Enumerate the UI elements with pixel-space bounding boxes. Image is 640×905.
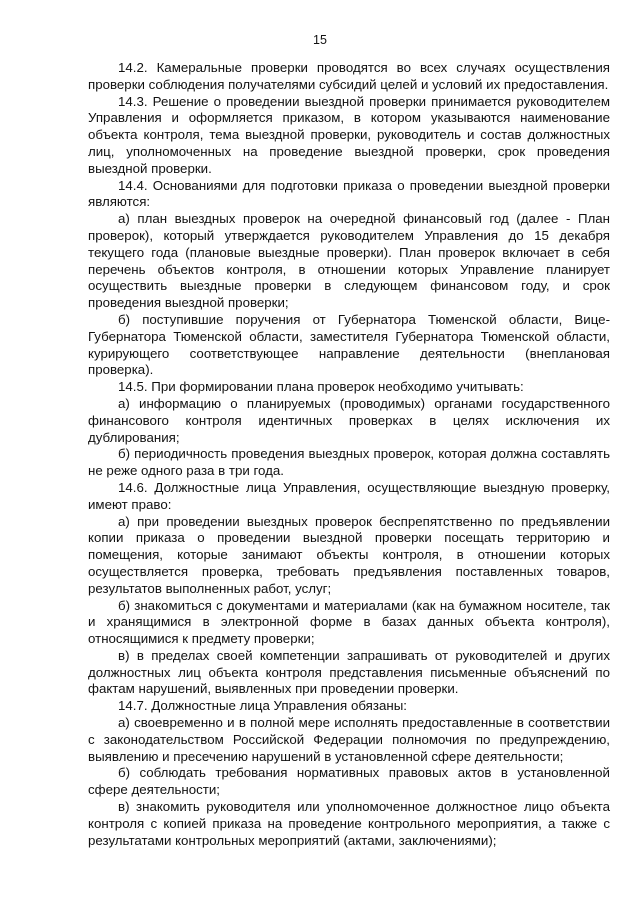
- paragraph-14-4-b: б) поступившие поручения от Губернатора Тюменской области, Вице-Губернатора Тюменской области, заместителя Губернатора Тюменской области, курирующего соответствующее направление деятельности (внеплановая проверка).: [88, 311, 610, 378]
- paragraph-14-4-a: а) план выездных проверок на очередной финансовый год (далее - План проверок), который утверждается руководителем Управления до 15 декабря текущего года (плановые выездные проверки). План проверок включает в себя перечень объектов контроля, в отношении которых Управление планирует осуществить выездные проверки в следующем финансовом году, и срок проведения выездной проверки;: [88, 211, 610, 311]
- document-body: [88, 60, 610, 849]
- page-number: 15: [313, 33, 327, 47]
- paragraph-14-5-a: а) информацию о планируемых (проводимых) органами государственного финансового контроля идентичных проверках в целях исключения их дублирования;: [88, 395, 610, 445]
- paragraph-14-6-a: а) при проведении выездных проверок беспрепятственно по предъявлении копии приказа о проведении выездной проверки посещать территорию и помещения, которые занимают объекты контроля, в отношении которых осуществляется проверка, требовать предъявления поставленных товаров, результатов выполненных работ, услуг;: [88, 513, 610, 596]
- paragraph-14-4: 14.4. Основаниями для подготовки приказа о проведении выездной проверки являются:: [88, 177, 610, 210]
- paragraph-14-5-b: б) периодичность проведения выездных проверок, которая должна составлять не реже одного раза в три года.: [88, 446, 610, 479]
- paragraph-14-7-a: а) своевременно и в полной мере исполнять предоставленные в соответствии с законодательством Российской Федерации полномочия по предупреждению, выявлению и пресечению нарушений в установленной сфере деятельности;: [88, 715, 610, 764]
- paragraph-14-6-v: в) в пределах своей компетенции запрашивать от руководителей и других должностных лиц объекта контроля представления письменные объяснений по фактам нарушений, выявленных при проведении проверки.: [88, 647, 610, 697]
- paragraph-14-6-b: б) знакомиться с документами и материалами (как на бумажном носителе, так и хранящимися в электронной форме в базах данных объекта контроля), относящимися к предмету проверки;: [88, 597, 610, 647]
- paragraph-14-7-v: в) знакомить руководителя или уполномоченное должностное лицо объекта контроля с копией приказа на проведение контрольного мероприятия, а также с результатами контрольных мероприятий (актами, заключениями);: [88, 799, 610, 848]
- paragraph-14-5: 14.5. При формировании плана проверок необходимо учитывать:: [118, 379, 524, 395]
- paragraph-14-3: 14.3. Решение о проведении выездной проверки принимается руководителем Управления и оформляется приказом, в котором указываются наименование объекта контроля, тема выездной проверки, руководитель и состав должностных лиц, уполномоченных на проведение выездной проверки, срок проведения выездной проверки.: [88, 93, 610, 176]
- paragraph-14-7-b: б) соблюдать требования нормативных правовых актов в установленной сфере деятельности;: [88, 765, 610, 798]
- paragraph-14-2: 14.2. Камеральные проверки проводятся во всех случаях осуществления проверки соблюдения получателями субсидий целей и условий их предоставления.: [88, 60, 610, 92]
- paragraph-14-7: 14.7. Должностные лица Управления обязаны:: [118, 698, 407, 714]
- paragraph-14-6: 14.6. Должностные лица Управления, осуществляющие выездную проверку, имеют право:: [88, 479, 610, 512]
